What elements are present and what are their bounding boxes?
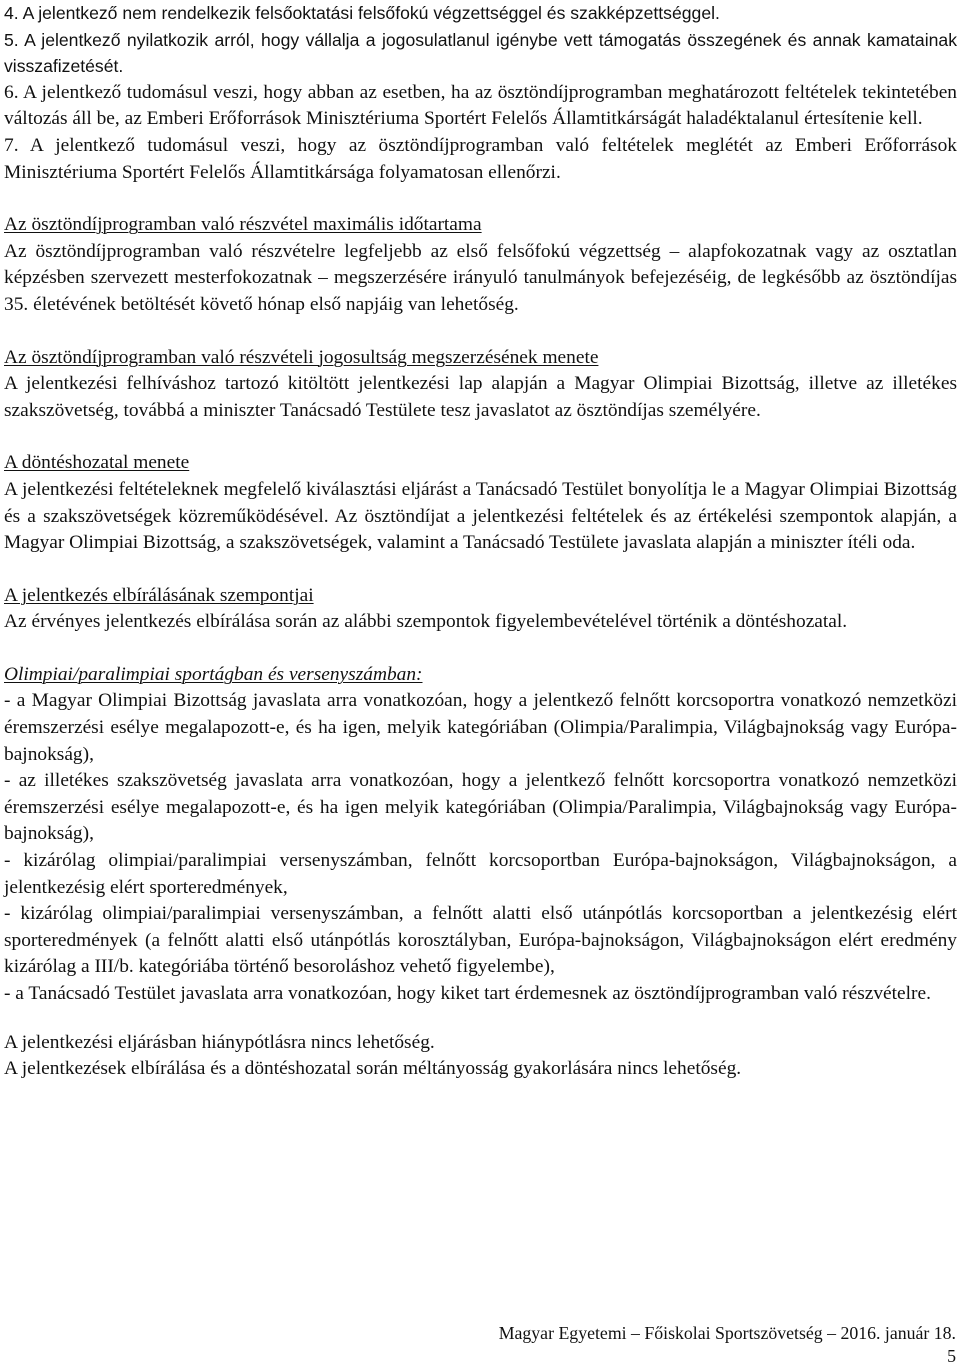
olympic-bullet-1: - a Magyar Olimpiai Bizottság javaslata arra vonatkozóan, hogy a jelentkező felnőtt korcsoportra vonatkozó nemzetközi éremszerzési esélye megalapozott-e, és ha igen, melyik kategóriában (Olimpia/Paralimpia, Világbajnokság vagy Európa-bajnokság), (4, 690, 957, 765)
criteria-body: Az érvényes jelentkezés elbírálása során az alábbi szempontok figyelembevételével történik a döntéshozatal. (4, 611, 848, 633)
page-number: 5 (947, 1346, 956, 1366)
olympic-bullet-4: - kizárólag olimpiai/paralimpiai versenyszámban, a felnőtt alatti első utánpótlás korcsoportban a jelentkezésig elért sporteredmények (a felnőtt alatti első utánpótlás korosztályban, Európa-bajnokságon, Világbajnokságon elért eredmény kizárólag a III/b. kategóriába történő besoroláshoz vehető figyelembe), (4, 903, 957, 978)
duration-heading: Az ösztöndíjprogramban való részvétel maximális időtartama (4, 214, 482, 236)
decision-body: A jelentkezési feltételeknek megfelelő kiválasztási eljárást a Tanácsadó Testület bonyolítja le a Magyar Olimpiai Bizottság és a szakszövetségek közreműködésével. Az ösztöndíjat a jelentkezési feltételek és az értékelési szempontok alapján, a Magyar Olimpiai Bizottság, a szakszövetségek, valamint a Tanácsadó Testülete javaslata alapján a miniszter ítéli oda. (4, 478, 957, 554)
olympic-bullet-2: - az illetékes szakszövetség javaslata arra vonatkozóan, hogy a jelentkező felnőtt korcsoportra vonatkozó nemzetközi éremszerzési esélye megalapozott-e, és ha igen melyik kategóriában (Olimpia/Paralimpia, Világbajnokság vagy Európa-bajnokság), (4, 770, 957, 845)
list-item-7: 7. A jelentkező tudomásul veszi, hogy az ösztöndíjprogramban való feltételek meglétét az Emberi Erőforrások Minisztériuma Sportért Felelős Államtitkársága folyamatosan ellenőrzi. (4, 134, 957, 183)
decision-heading: A döntéshozatal menete (4, 452, 190, 474)
olympic-bullet-3: - kizárólag olimpiai/paralimpiai versenyszámban, felnőtt korcsoportban Európa-bajnokságon, Világbajnokságon, a jelentkezésig elért sporteredmények, (4, 850, 957, 898)
list-item-5: 5. A jelentkező nyilatkozik arról, hogy vállalja a jogosulatlanul igénybe vett támogatás összegének és annak kamatainak visszafizetését. (4, 29, 957, 77)
list-item-6: 6. A jelentkező tudomásul veszi, hogy abban az esetben, ha az ösztöndíjprogramban meghatározott feltételek tekintetében változás áll be, az Emberi Erőforrások Minisztériuma Sportért Felelős Államtitkárságát haladéktalanul értesítenie kell. (4, 81, 957, 130)
document-page (4, 0, 957, 1083)
page-footer: Magyar Egyetemi – Főiskolai Sportszövetség – 2016. január 18. (498, 1323, 956, 1343)
list-item-4: 4. A jelentkező nem rendelkezik felsőoktatási felsőfokú végzettséggel és szakképzettséggel. (4, 3, 720, 23)
duration-body: Az ösztöndíjprogramban való részvételre legfeljebb az első felsőfokú végzettség – alapfokozatnak vagy az osztatlan képzésben szervezett mesterfokozatnak – megszerzésére irányuló tanulmányok befejezéséig, de legkésőbb az ösztöndíjas 35. életévének betöltését követő hónap első napjáig van lehetőség. (4, 240, 957, 315)
no-remedy-note: A jelentkezési eljárásban hiánypótlásra nincs lehetőség. (4, 1031, 435, 1053)
no-equity-note: A jelentkezések elbírálása és a döntéshozatal során méltányosság gyakorlására nincs lehetőség. (4, 1058, 742, 1080)
criteria-heading: A jelentkezés elbírálásának szempontjai (4, 584, 314, 606)
eligibility-body: A jelentkezési felhíváshoz tartozó kitöltött jelentkezési lap alapján a Magyar Olimpiai Bizottság, illetve az illetékes szakszövetség, továbbá a miniszter Tanácsadó Testülete tesz javaslatot az ösztöndíjas személyére. (4, 373, 957, 421)
olympic-bullet-5: - a Tanácsadó Testület javaslata arra vonatkozóan, hogy kiket tart érdemesnek az ösztöndíjprogramban való részvételre. (4, 983, 931, 1004)
olympic-heading: Olimpiai/paralimpiai sportágban és versenyszámban: (4, 663, 423, 685)
eligibility-heading: Az ösztöndíjprogramban való részvételi jogosultság megszerzésének menete (4, 346, 599, 368)
